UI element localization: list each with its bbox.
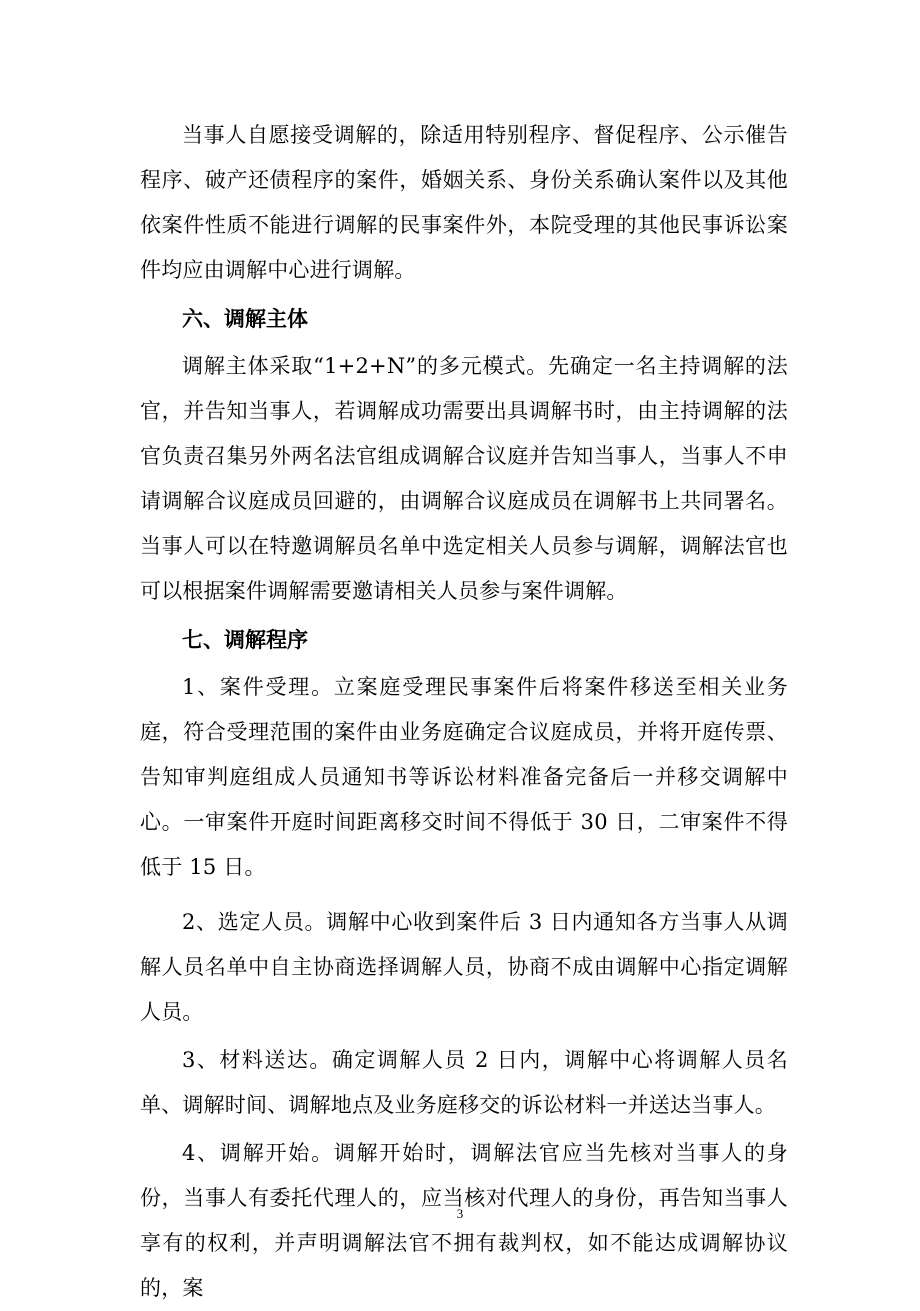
paragraph-mediation-subject: 调解主体采取“1+2+N”的多元模式。先确定一名主持调解的法官，并告知当事人，若调解成功需要出具调解书时，由主持调解的法官负责召集另外两名法官组成调解合议庭并告知当事人，当事人不申请调解合议庭成员回避的，由调解合议庭成员在调解书上共同署名。当事人可以在特邀调解员名单中选定相关人员参与调解，调解法官也可以根据案件调解需要邀请相关人员参与案件调解。 <box>140 354 788 603</box>
paragraph-select-personnel: 2、选定人员。调解中心收到案件后 3 日内通知各方当事人从调解人员名单中自主协商选择调解人员，协商不成由调解中心指定调解人员。 <box>140 910 788 1024</box>
page-number: 3 <box>456 1206 464 1221</box>
heading-mediation-subject: 六、调解主体 <box>182 306 308 331</box>
paragraph-mediation-start: 4、调解开始。调解开始时，调解法官应当先核对当事人的身份，当事人有委托代理人的，应当核对代理人的身份，再告知当事人享有的权利，并声明调解法官不拥有裁判权，如不能达成调解协议的，案 <box>140 1141 788 1300</box>
paragraph-case-acceptance: 1、案件受理。立案庭受理民事案件后将案件移送至相关业务庭，符合受理范围的案件由业务庭确定合议庭成员，并将开庭传票、告知审判庭组成人员通知书等诉讼材料准备完备后一并移交调解中心。一审案件开庭时间距离移交时间不得低于 30 日，二审案件不得低于 15 日。 <box>140 675 788 879</box>
paragraph-scope: 当事人自愿接受调解的，除适用特别程序、督促程序、公示催告程序、破产还债程序的案件，婚姻关系、身份关系确认案件以及其他依案件性质不能进行调解的民事案件外，本院受理的其他民事诉讼案件均应由调解中心进行调解。 <box>140 123 788 282</box>
document-body <box>140 113 788 1311</box>
paragraph-material-delivery: 3、材料送达。确定调解人员 2 日内，调解中心将调解人员名单、调解时间、调解地点及业务庭移交的诉讼材料一并送达当事人。 <box>140 1048 788 1117</box>
heading-mediation-procedure: 七、调解程序 <box>182 627 308 652</box>
